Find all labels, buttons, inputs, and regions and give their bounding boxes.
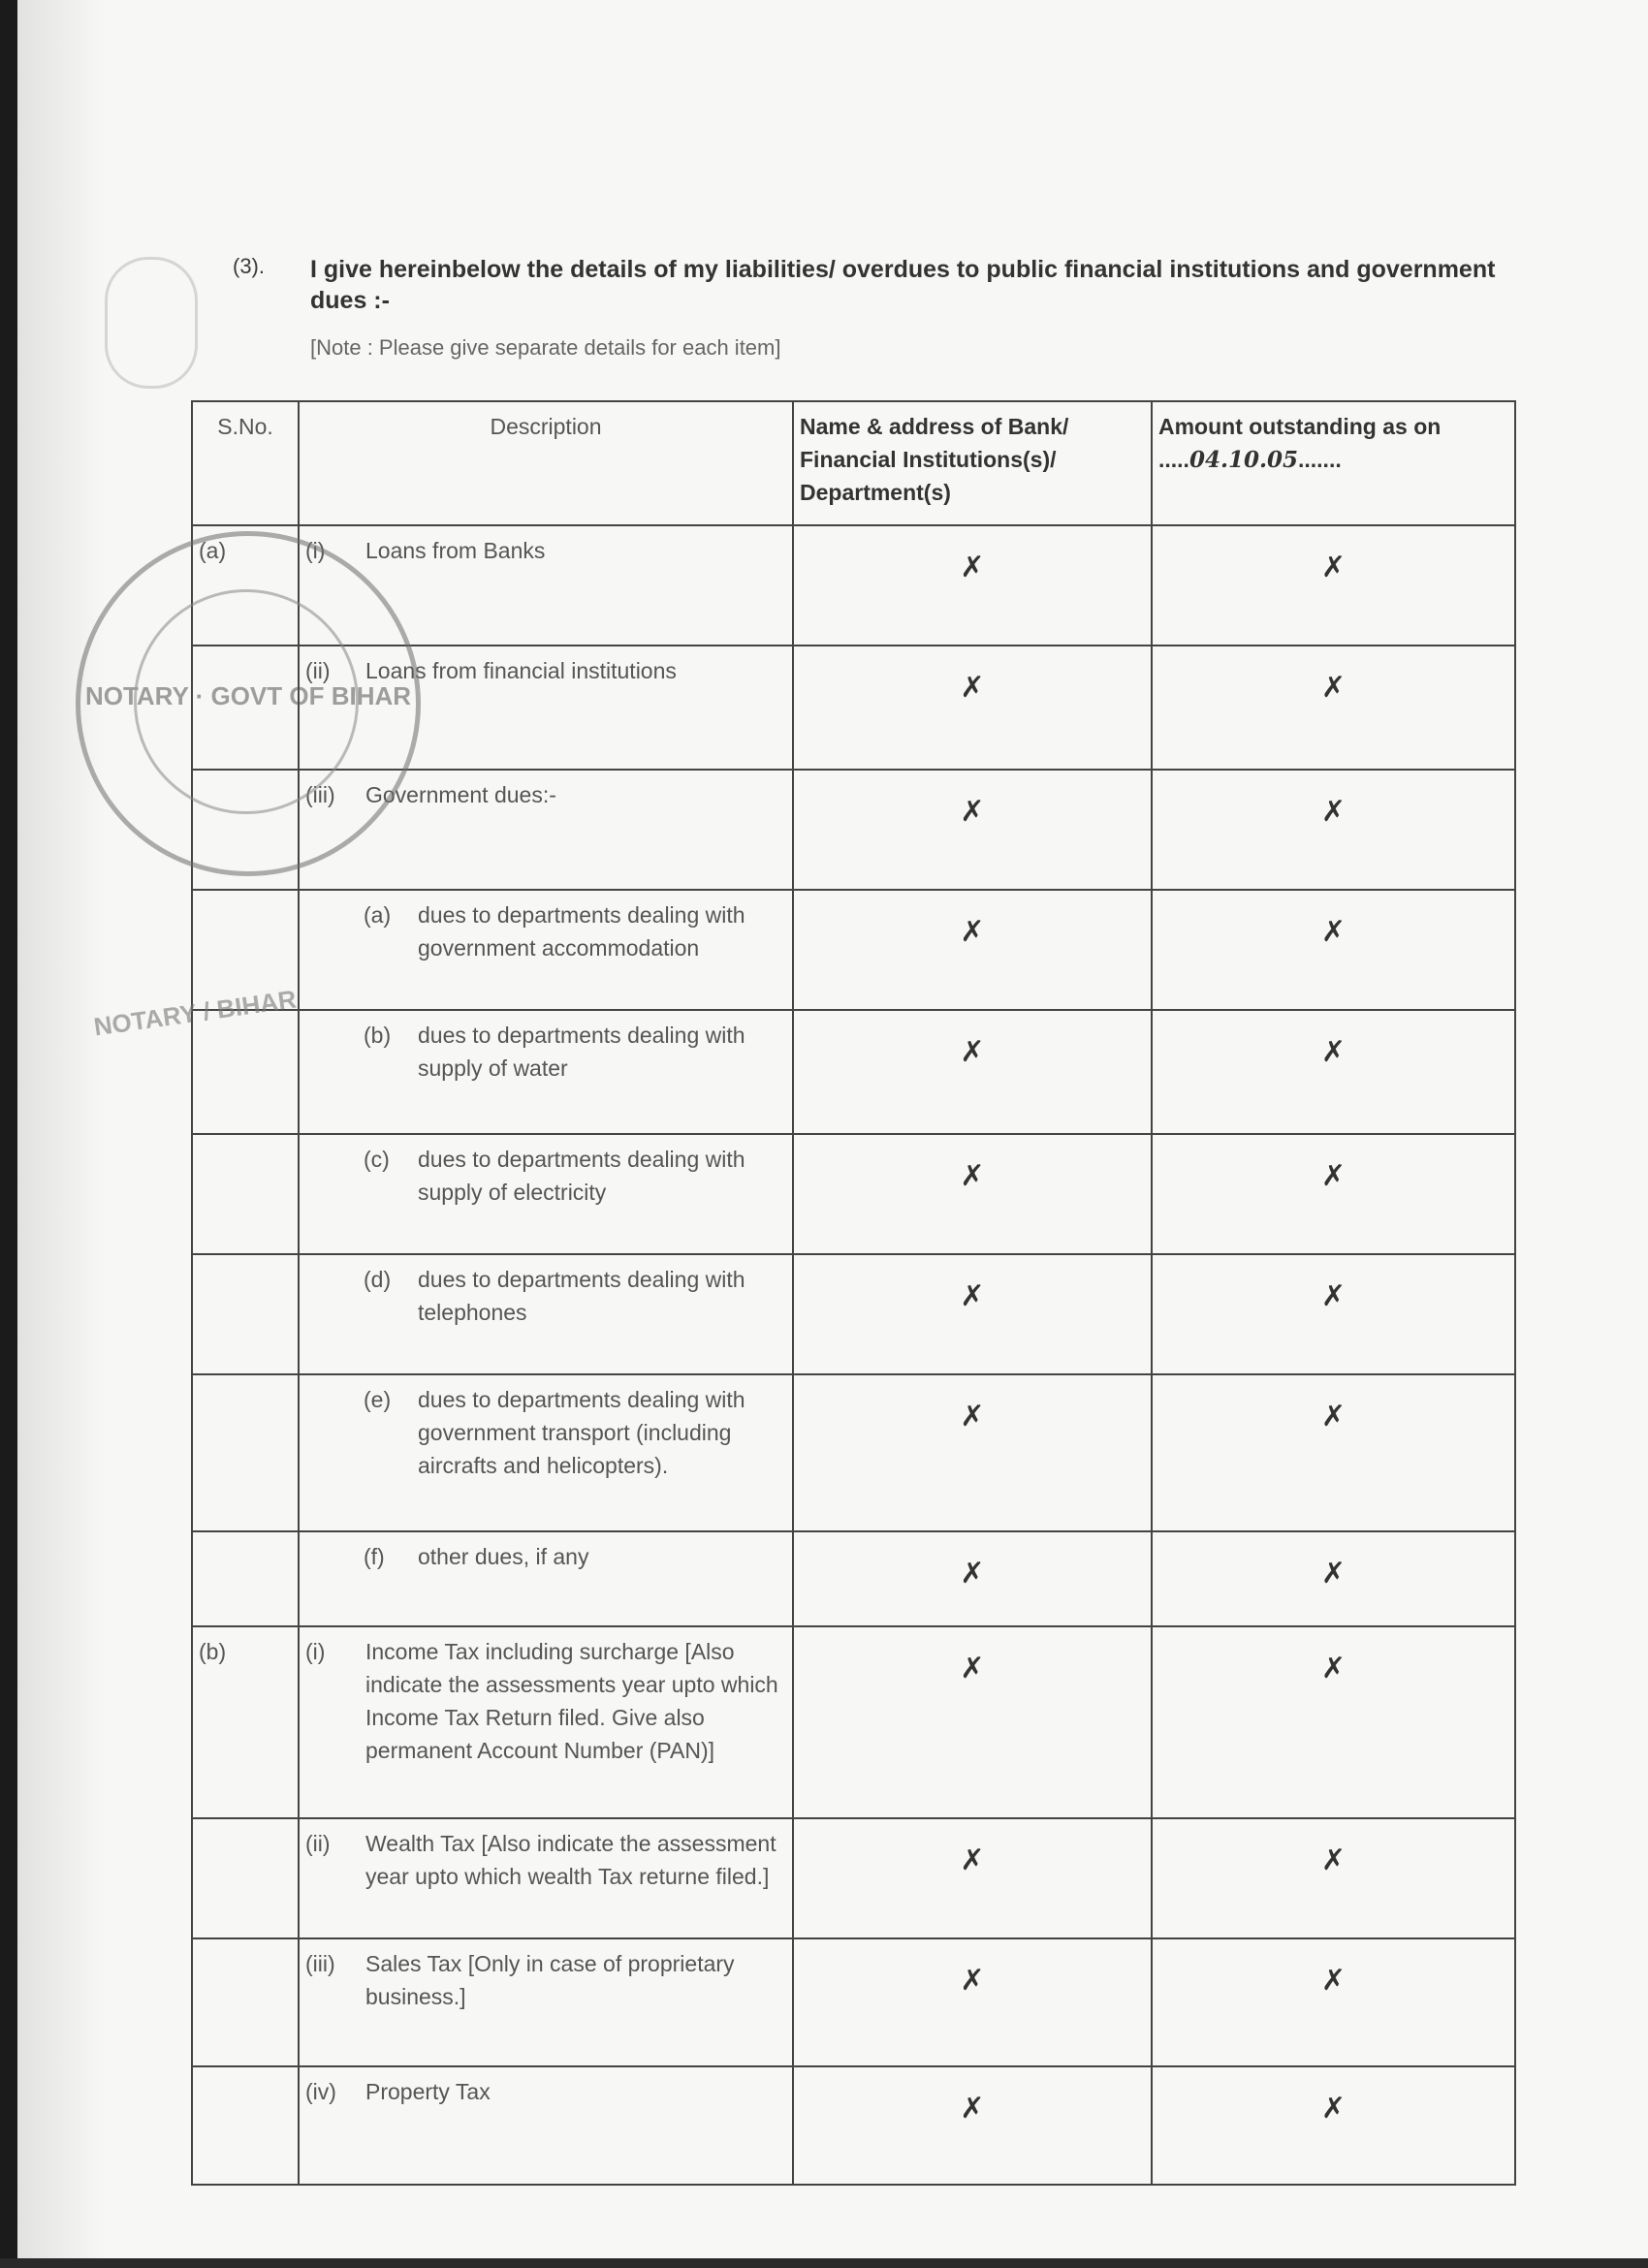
row-bank-cell — [793, 646, 1152, 770]
row-label: Sales Tax [Only in case of proprietary business.] — [365, 1951, 735, 2009]
scan-edge-left — [0, 0, 17, 2268]
row-roman: (ii) — [305, 1831, 331, 1856]
table-header-row — [192, 401, 1515, 525]
cross-mark: ✗ — [960, 1964, 985, 1998]
row-letter: (c) — [364, 1147, 390, 1172]
header-amount-prefix: Amount outstanding as on ..... — [1158, 414, 1442, 472]
cross-mark: ✗ — [1320, 1279, 1347, 1313]
row-amount-cell — [1152, 890, 1515, 1010]
row-sno — [192, 1134, 299, 1254]
row-amount-cell — [1152, 1254, 1515, 1374]
section-number: (3). — [233, 254, 265, 278]
row-roman: (iii) — [305, 782, 335, 807]
row-amount-cell — [1152, 1818, 1515, 1938]
row-bank-cell — [793, 770, 1152, 890]
row-amount-cell — [1152, 646, 1515, 770]
cross-mark: ✗ — [960, 915, 985, 949]
row-letter: (d) — [364, 1267, 392, 1292]
row-description — [299, 890, 793, 1010]
row-label: dues to departments dealing with supply of water — [418, 1023, 745, 1081]
row-amount-cell — [1152, 1374, 1515, 1531]
row-label: Loans from financial institutions — [365, 658, 677, 683]
cross-mark: ✗ — [1320, 915, 1347, 949]
row-description — [299, 1938, 793, 2066]
table-row — [192, 1626, 1515, 1818]
row-description — [299, 1374, 793, 1531]
row-description — [299, 1818, 793, 1938]
header-amount — [1152, 401, 1515, 525]
row-amount-cell — [1152, 525, 1515, 646]
row-label: dues to departments dealing with telephones — [418, 1267, 745, 1325]
table-row — [192, 1374, 1515, 1531]
row-sno: (a) — [192, 525, 299, 646]
notary-stamp-text: NOTARY · GOVT OF BIHAR — [84, 681, 412, 710]
row-description — [299, 2066, 793, 2185]
cross-mark: ✗ — [960, 1843, 985, 1877]
row-amount-cell — [1152, 1531, 1515, 1626]
cross-mark: ✗ — [960, 1159, 985, 1193]
row-roman: (i) — [305, 1639, 326, 1664]
scan-edge-bottom — [0, 2258, 1648, 2268]
seal-mark — [105, 257, 198, 389]
cross-mark: ✗ — [960, 1400, 985, 1433]
row-bank-cell — [793, 1818, 1152, 1938]
row-roman: (ii) — [305, 658, 331, 683]
row-bank-cell — [793, 1374, 1152, 1531]
row-bank-cell — [793, 1254, 1152, 1374]
row-amount-cell — [1152, 770, 1515, 890]
row-label: dues to departments dealing with government transport (including aircrafts and helicopters). — [418, 1387, 745, 1478]
row-amount-cell — [1152, 1938, 1515, 2066]
cross-mark: ✗ — [1320, 551, 1347, 584]
table-row — [192, 2066, 1515, 2185]
cross-mark: ✗ — [960, 1557, 985, 1591]
row-description — [299, 1134, 793, 1254]
table-row — [192, 1938, 1515, 2066]
row-bank-cell — [793, 1626, 1152, 1818]
cross-mark: ✗ — [1320, 1159, 1347, 1193]
row-sno — [192, 2066, 299, 2185]
cross-mark: ✗ — [960, 2092, 985, 2126]
scan-shadow — [17, 0, 105, 2268]
row-roman: (iv) — [305, 2079, 336, 2104]
cross-mark: ✗ — [1320, 1557, 1347, 1591]
row-amount-cell — [1152, 1010, 1515, 1134]
row-amount-cell — [1152, 1134, 1515, 1254]
table-row — [192, 1818, 1515, 1938]
section-heading-text: I give hereinbelow the details of my liabilities/ overdues to public financial institutions and government dues :- — [310, 256, 1496, 314]
row-letter: (e) — [364, 1387, 392, 1412]
row-letter: (f) — [364, 1544, 385, 1569]
row-bank-cell — [793, 890, 1152, 1010]
row-roman: (i) — [305, 538, 326, 563]
row-bank-cell — [793, 1938, 1152, 2066]
row-amount-cell — [1152, 2066, 1515, 2185]
table-row — [192, 1134, 1515, 1254]
row-sno: (b) — [192, 1626, 299, 1818]
row-label: other dues, if any — [418, 1544, 589, 1569]
cross-mark: ✗ — [1320, 1652, 1347, 1685]
notary-stamp — [76, 531, 421, 876]
row-bank-cell — [793, 1531, 1152, 1626]
table-row — [192, 1010, 1515, 1134]
cross-mark: ✗ — [1320, 1400, 1347, 1433]
cross-mark: ✗ — [1320, 1843, 1347, 1877]
note-text: [Note : Please give separate details for each item] — [310, 335, 781, 360]
header-amount-suffix: ....... — [1298, 447, 1342, 472]
row-bank-cell — [793, 1010, 1152, 1134]
row-bank-cell — [793, 2066, 1152, 2185]
cross-mark: ✗ — [1320, 1035, 1347, 1069]
row-sno — [192, 1818, 299, 1938]
row-sno — [192, 1374, 299, 1531]
cross-mark: ✗ — [1320, 2092, 1347, 2126]
cross-mark: ✗ — [960, 1035, 985, 1069]
row-amount-cell — [1152, 1626, 1515, 1818]
table-row — [192, 1531, 1515, 1626]
row-sno — [192, 1938, 299, 2066]
row-description — [299, 1010, 793, 1134]
cross-mark: ✗ — [960, 1652, 985, 1685]
row-letter: (a) — [364, 902, 392, 928]
row-description — [299, 1254, 793, 1374]
row-label: Government dues:- — [365, 782, 556, 807]
header-sno: S.No. — [192, 401, 299, 525]
header-amount-date: 04.10.05 — [1188, 447, 1298, 473]
row-bank-cell — [793, 525, 1152, 646]
cross-mark: ✗ — [1320, 671, 1347, 705]
table-row — [192, 890, 1515, 1010]
cross-mark: ✗ — [960, 671, 985, 705]
row-letter: (b) — [364, 1023, 392, 1048]
cross-mark: ✗ — [960, 1279, 985, 1313]
row-label: dues to departments dealing with supply of electricity — [418, 1147, 745, 1205]
row-sno — [192, 1531, 299, 1626]
row-bank-cell — [793, 1134, 1152, 1254]
cross-mark: ✗ — [960, 551, 985, 584]
row-sno — [192, 1254, 299, 1374]
cross-mark: ✗ — [1320, 1964, 1347, 1998]
row-description — [299, 1531, 793, 1626]
row-sno — [192, 1010, 299, 1134]
row-label: Income Tax including surcharge [Also indicate the assessments year upto which Income Tax Return filed. Give also permanent Account Number (PAN)] — [365, 1639, 778, 1763]
cross-mark: ✗ — [1320, 795, 1347, 829]
row-label: Loans from Banks — [365, 538, 546, 563]
row-roman: (iii) — [305, 1951, 335, 1976]
header-bank: Name & address of Bank/ Financial Institutions(s)/ Department(s) — [793, 401, 1152, 525]
notary-side-stamp: NOTARY / BIHAR — [91, 984, 299, 1042]
row-description — [299, 1626, 793, 1818]
row-label: dues to departments dealing with government accommodation — [418, 902, 745, 961]
cross-mark: ✗ — [960, 795, 985, 829]
header-description: Description — [299, 401, 793, 525]
row-label: Wealth Tax [Also indicate the assessment year upto which wealth Tax returne filed.] — [365, 1831, 776, 1889]
row-label: Property Tax — [365, 2079, 491, 2104]
table-row — [192, 1254, 1515, 1374]
